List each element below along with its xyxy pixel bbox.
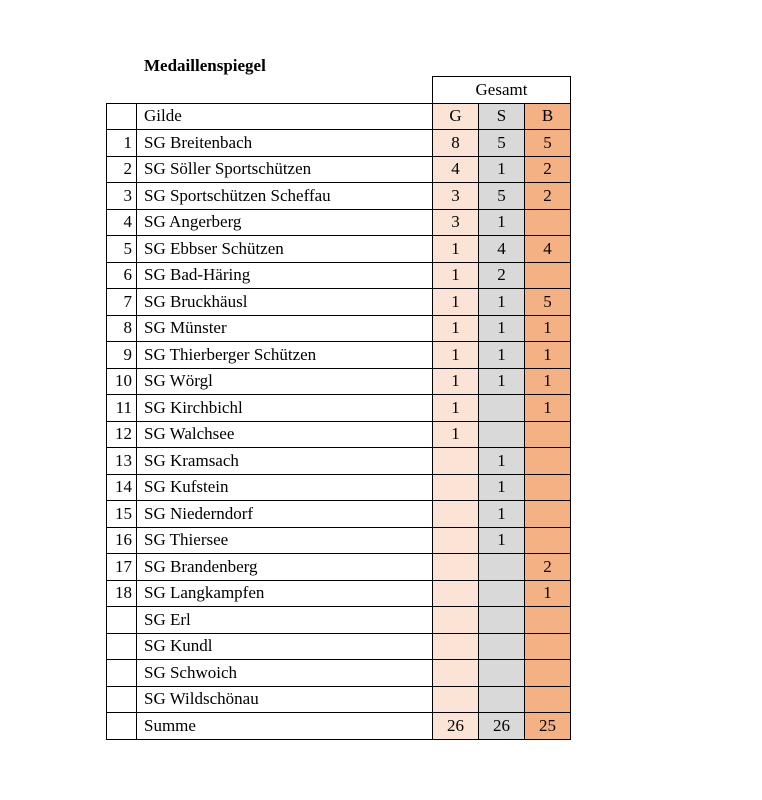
- bronze-cell: [525, 501, 571, 528]
- club-name-cell: SG Wildschönau: [137, 686, 433, 713]
- silver-cell: [479, 660, 525, 687]
- silver-cell: 1: [479, 315, 525, 342]
- silver-cell: 5: [479, 130, 525, 157]
- table-row: [107, 607, 571, 634]
- table-row: [107, 315, 571, 342]
- rank-header: [107, 103, 137, 130]
- bronze-header: B: [525, 103, 571, 130]
- gold-cell: 1: [433, 289, 479, 316]
- gold-cell: [433, 607, 479, 634]
- club-name-cell: SG Kirchbichl: [137, 395, 433, 422]
- club-name-cell: SG Breitenbach: [137, 130, 433, 157]
- club-name-cell: SG Schwoich: [137, 660, 433, 687]
- bronze-cell: 2: [525, 183, 571, 210]
- gold-cell: 1: [433, 395, 479, 422]
- silver-cell: [479, 607, 525, 634]
- rank-cell: [107, 633, 137, 660]
- gold-cell: 3: [433, 209, 479, 236]
- table-row: [107, 130, 571, 157]
- table-row: [107, 209, 571, 236]
- gold-cell: 1: [433, 368, 479, 395]
- bronze-cell: 1: [525, 368, 571, 395]
- silver-cell: 1: [479, 448, 525, 475]
- rank-cell: 1: [107, 130, 137, 157]
- gold-cell: 4: [433, 156, 479, 183]
- club-name-cell: SG Angerberg: [137, 209, 433, 236]
- silver-cell: 2: [479, 262, 525, 289]
- rank-cell: 4: [107, 209, 137, 236]
- bronze-cell: 5: [525, 289, 571, 316]
- silver-cell: [479, 580, 525, 607]
- gold-cell: [433, 527, 479, 554]
- club-name-cell: SG Thierberger Schützen: [137, 342, 433, 369]
- gold-cell: 1: [433, 262, 479, 289]
- rank-cell: 17: [107, 554, 137, 581]
- rank-cell: 5: [107, 236, 137, 263]
- total-label: Summe: [137, 713, 433, 740]
- table-row: [107, 580, 571, 607]
- silver-cell: 1: [479, 501, 525, 528]
- silver-cell: 1: [479, 289, 525, 316]
- total-gold: 26: [433, 713, 479, 740]
- table-row: [107, 554, 571, 581]
- silver-cell: 4: [479, 236, 525, 263]
- gold-cell: 1: [433, 236, 479, 263]
- gold-cell: 8: [433, 130, 479, 157]
- bronze-cell: [525, 527, 571, 554]
- club-name-cell: SG Walchsee: [137, 421, 433, 448]
- rank-cell: 9: [107, 342, 137, 369]
- blank-cell: [107, 77, 137, 104]
- group-header-row: [107, 77, 571, 104]
- rank-cell: 10: [107, 368, 137, 395]
- group-header-gesamt: Gesamt: [433, 77, 571, 104]
- club-name-cell: SG Niederndorf: [137, 501, 433, 528]
- rank-cell: 15: [107, 501, 137, 528]
- club-name-cell: SG Langkampfen: [137, 580, 433, 607]
- silver-cell: 1: [479, 527, 525, 554]
- gold-cell: [433, 660, 479, 687]
- club-name-cell: SG Thiersee: [137, 527, 433, 554]
- table-row: [107, 501, 571, 528]
- rank-cell: 3: [107, 183, 137, 210]
- blank-cell: [137, 77, 433, 104]
- bronze-cell: [525, 686, 571, 713]
- bronze-cell: 2: [525, 554, 571, 581]
- silver-cell: 1: [479, 156, 525, 183]
- silver-cell: 1: [479, 209, 525, 236]
- column-header-row: [107, 103, 571, 130]
- rank-cell: 14: [107, 474, 137, 501]
- club-name-cell: SG Kundl: [137, 633, 433, 660]
- gold-cell: [433, 501, 479, 528]
- table-row: [107, 368, 571, 395]
- gold-cell: 1: [433, 421, 479, 448]
- table-row: [107, 289, 571, 316]
- club-name-cell: SG Kufstein: [137, 474, 433, 501]
- gold-cell: [433, 686, 479, 713]
- silver-cell: 1: [479, 342, 525, 369]
- table-row: [107, 183, 571, 210]
- club-name-cell: SG Sportschützen Scheffau: [137, 183, 433, 210]
- rank-cell: 12: [107, 421, 137, 448]
- bronze-cell: [525, 660, 571, 687]
- bronze-cell: [525, 448, 571, 475]
- rank-cell: 13: [107, 448, 137, 475]
- club-name-cell: SG Münster: [137, 315, 433, 342]
- table-row: [107, 633, 571, 660]
- bronze-cell: [525, 421, 571, 448]
- gold-cell: 3: [433, 183, 479, 210]
- bronze-cell: 2: [525, 156, 571, 183]
- bronze-cell: 1: [525, 580, 571, 607]
- table-row: [107, 156, 571, 183]
- table-row: [107, 686, 571, 713]
- club-name-cell: SG Brandenberg: [137, 554, 433, 581]
- table-row: [107, 342, 571, 369]
- rank-cell: 11: [107, 395, 137, 422]
- bronze-cell: 1: [525, 315, 571, 342]
- silver-cell: [479, 633, 525, 660]
- club-name-cell: SG Bruckhäusl: [137, 289, 433, 316]
- gold-cell: [433, 580, 479, 607]
- table-row: [107, 448, 571, 475]
- table-row: [107, 660, 571, 687]
- rank-cell: 18: [107, 580, 137, 607]
- rank-cell: 8: [107, 315, 137, 342]
- gold-cell: [433, 554, 479, 581]
- table-row: [107, 527, 571, 554]
- table-row: [107, 262, 571, 289]
- silver-cell: [479, 395, 525, 422]
- bronze-cell: 5: [525, 130, 571, 157]
- total-bronze: 25: [525, 713, 571, 740]
- bronze-cell: 1: [525, 342, 571, 369]
- gold-cell: [433, 448, 479, 475]
- silver-header: S: [479, 103, 525, 130]
- name-header: Gilde: [137, 103, 433, 130]
- club-name-cell: SG Ebbser Schützen: [137, 236, 433, 263]
- rank-cell: 16: [107, 527, 137, 554]
- silver-cell: [479, 554, 525, 581]
- club-name-cell: SG Wörgl: [137, 368, 433, 395]
- club-name-cell: SG Söller Sportschützen: [137, 156, 433, 183]
- silver-cell: 5: [479, 183, 525, 210]
- bronze-cell: 4: [525, 236, 571, 263]
- bronze-cell: [525, 607, 571, 634]
- bronze-cell: [525, 209, 571, 236]
- rank-cell: 7: [107, 289, 137, 316]
- bronze-cell: [525, 633, 571, 660]
- silver-cell: 1: [479, 474, 525, 501]
- gold-cell: 1: [433, 315, 479, 342]
- silver-cell: [479, 421, 525, 448]
- gold-cell: 1: [433, 342, 479, 369]
- total-rank-cell: [107, 713, 137, 740]
- rank-cell: [107, 686, 137, 713]
- club-name-cell: SG Bad-Häring: [137, 262, 433, 289]
- gold-header: G: [433, 103, 479, 130]
- medal-table: [106, 76, 571, 740]
- total-silver: 26: [479, 713, 525, 740]
- rank-cell: [107, 660, 137, 687]
- silver-cell: 1: [479, 368, 525, 395]
- club-name-cell: SG Erl: [137, 607, 433, 634]
- table-row: [107, 395, 571, 422]
- table-row: [107, 236, 571, 263]
- rank-cell: 6: [107, 262, 137, 289]
- gold-cell: [433, 633, 479, 660]
- table-row: [107, 474, 571, 501]
- page-title: Medaillenspiegel: [144, 56, 266, 75]
- rank-cell: [107, 607, 137, 634]
- total-row: [107, 713, 571, 740]
- silver-cell: [479, 686, 525, 713]
- bronze-cell: 1: [525, 395, 571, 422]
- club-name-cell: SG Kramsach: [137, 448, 433, 475]
- rank-cell: 2: [107, 156, 137, 183]
- bronze-cell: [525, 262, 571, 289]
- bronze-cell: [525, 474, 571, 501]
- gold-cell: [433, 474, 479, 501]
- table-row: [107, 421, 571, 448]
